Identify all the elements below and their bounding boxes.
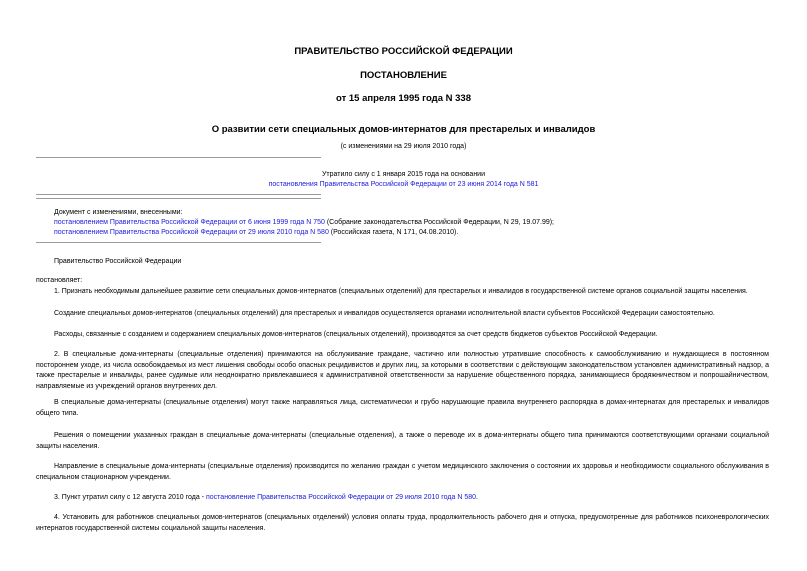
resolves-word: постановляет: xyxy=(36,277,83,284)
change-item xyxy=(54,218,554,227)
paragraph-3-link[interactable]: постановление Правительства Российской Федерации от 29 июля 2010 года N 580 xyxy=(205,494,477,501)
change-link[interactable]: постановлением Правительства Российской Федерации от 6 июня 1999 года N 750 xyxy=(54,219,325,226)
document-title: О развитии сети специальных домов-интернатов для престарелых и инвалидов xyxy=(211,124,596,135)
amendments-note: (с изменениями на 29 июля 2010 года) xyxy=(340,143,467,150)
divider xyxy=(36,194,321,195)
change-item xyxy=(54,228,458,237)
paragraph-1: 1. Признать необходимым дальнейшее развитие сети специальных домов-интернатов (специальных отделений) для престарелых и инвалидов в государственной системе органов социальной защиты населения. xyxy=(54,288,748,295)
paragraph-3-end: . xyxy=(476,494,478,501)
paragraph-2-part-2: В специальные дома-интернаты (специальные отделения) могут также направляться лица, систематически и грубо нарушающие правила внутреннего распорядка в домах-интернатах для престарелых и инвалидов общего типа. xyxy=(36,399,769,417)
document-date-number: от 15 апреля 1995 года N 338 xyxy=(336,93,471,104)
paragraph-2: 2. В специальные дома-интернаты (специальные отделения) принимаются на обслуживание граждане, частично или полностью утратившие способность к самообслуживанию и нуждающиеся в постоянном постороннем уходе, из числа освобождаемых из мест лишения свободы особо опасных рецидивистов и других лиц, за которыми в соответствии с действующим законодательством установлен административный надзор, а также престарелые и инвалиды, ранее судимые или неоднократно привлекавшиеся к административной ответственности за нарушение общественного порядка, занимающиеся бродяжничеством и попрошайничеством, направляемые из учреждений органов внутренних дел. xyxy=(36,351,769,390)
paragraph-4: 4. Установить для работников специальных домов-интернатов (специальных отделений) условия оплаты труда, продолжительность рабочего дня и отпуска, предусмотренные для работников психоневрологических интернатов государственной системы социальной защиты населения. xyxy=(36,514,769,532)
paragraph-2-part-4: Направление в специальные дома-интернаты (специальные отделения) производится по желанию граждан с учетом медицинского заключения о состоянии их здоровья и необходимости социального обслуживания в специальном стационарном учреждении. xyxy=(36,463,769,481)
changes-intro: Документ с изменениями, внесенными: xyxy=(54,209,183,216)
change-source: (Российская газета, N 171, 04.08.2010). xyxy=(328,229,459,236)
divider xyxy=(36,198,321,199)
invalidation-notice: Утратило силу с 1 января 2015 года на основании xyxy=(321,171,486,178)
document-type: ПОСТАНОВЛЕНИЕ xyxy=(360,70,447,81)
paragraph-3-text: 3. Пункт утратил силу с 12 августа 2010 года - xyxy=(54,494,206,501)
paragraph-3 xyxy=(54,493,478,502)
change-link[interactable]: постановлением Правительства Российской Федерации от 29 июля 2010 года N 580 xyxy=(54,229,329,236)
paragraph-2-part-3: Решения о помещении указанных граждан в специальные дома-интернаты (специальные отделения), а также о переводе их в дома-интернаты общего типа принимаются соответствующими органами социальной защиты населения. xyxy=(36,432,769,450)
paragraph-1-part-2: Создание специальных домов-интернатов (специальных отделений) для престарелых и инвалидов осуществляется органами исполнительной власти субъектов Российской Федерации самостоятельно. xyxy=(54,310,715,317)
change-source: (Собрание законодательства Российской Федерации, N 29, 19.07.99); xyxy=(324,219,555,226)
invalidation-link[interactable]: постановления Правительства Российской Федерации от 23 июня 2014 года N 581 xyxy=(268,181,539,188)
divider xyxy=(36,242,321,243)
issuing-authority: ПРАВИТЕЛЬСТВО РОССИЙСКОЙ ФЕДЕРАЦИИ xyxy=(294,46,513,57)
preamble: Правительство Российской Федерации xyxy=(54,258,182,265)
paragraph-1-part-3: Расходы, связанные с созданием и содержанием специальных домов-интернатов (специальных отделений), производятся за счет средств бюджетов субъектов Российской Федерации. xyxy=(54,331,658,338)
divider xyxy=(36,157,321,158)
